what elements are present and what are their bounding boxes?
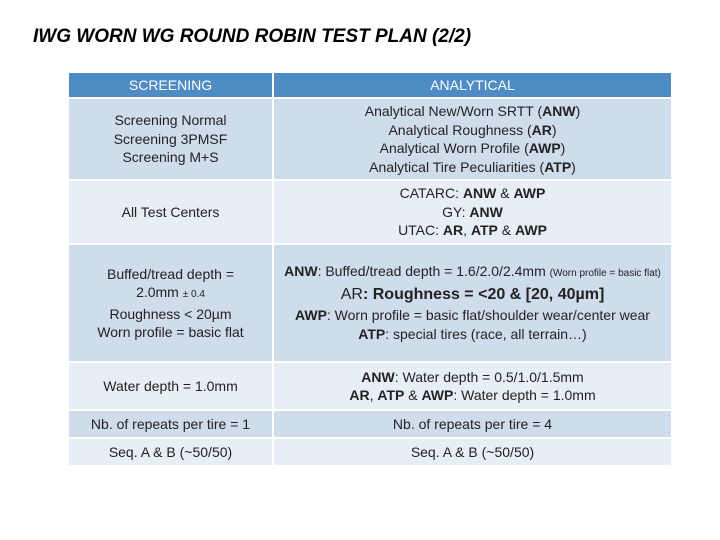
cell-test-centers: All Test Centers <box>68 180 273 244</box>
cell-line: Screening 3PMSF <box>113 130 228 147</box>
cell-screening-sequence: Seq. A & B (~50/50) <box>68 438 273 466</box>
table-row <box>68 244 672 362</box>
cell-screening-water-depth: Water depth = 1.0mm <box>68 362 273 410</box>
cell-line: Roughness < 20µm <box>109 305 232 322</box>
cell-line: AR, ATP & AWP: Water depth = 1.0mm <box>349 387 596 403</box>
table-row <box>68 362 672 410</box>
cell-line: ATP: special tires (race, all terrain…) <box>358 325 587 342</box>
cell-line: 2.0mm ± 0.4 <box>136 284 205 300</box>
cell-analytical-water-depth <box>273 362 672 410</box>
cell-screening-repeats: Nb. of repeats per tire = 1 <box>68 410 273 438</box>
cell-line: Analytical Tire Peculiarities (ATP) <box>369 158 576 175</box>
cell-screening-types <box>68 98 273 180</box>
cell-line: Analytical Roughness (AR) <box>388 121 557 138</box>
table-row <box>68 410 672 438</box>
cell-analytical-conditions <box>273 244 672 362</box>
table-row <box>68 438 672 466</box>
cell-line: Buffed/tread depth = <box>106 265 234 282</box>
cell-line: CATARC: ANW & AWP <box>399 185 546 202</box>
cell-line: UTAC: AR, ATP & AWP <box>398 222 547 239</box>
cell-line: Screening M+S <box>122 149 219 166</box>
cell-line: AWP: Worn profile = basic flat/shoulder wear/center wear <box>295 307 650 324</box>
cell-analytical-repeats: Nb. of repeats per tire = 4 <box>273 410 672 438</box>
cell-line: Worn profile = basic flat <box>97 324 244 340</box>
table-row <box>68 180 672 244</box>
cell-analytical-types <box>273 98 672 180</box>
page-title: IWG WORN WG ROUND ROBIN TEST PLAN (2/2) <box>33 26 472 47</box>
table-row <box>68 98 672 180</box>
cell-analytical-sequence: Seq. A & B (~50/50) <box>273 438 672 466</box>
cell-screening-conditions <box>68 244 273 362</box>
cell-line: ANW: Buffed/tread depth = 1.6/2.0/2.4mm (Worn profile = basic flat) <box>284 262 661 279</box>
cell-line: Screening Normal <box>114 112 227 129</box>
table-header-row <box>68 72 672 98</box>
cell-line: Analytical New/Worn SRTT (ANW) <box>364 103 581 119</box>
cell-line: GY: ANW <box>442 203 503 220</box>
cell-line: Analytical Worn Profile (AWP) <box>379 140 566 156</box>
cell-line: ANW: Water depth = 0.5/1.0/1.5mm <box>361 368 584 385</box>
test-plan-table <box>67 71 673 467</box>
header-analytical: ANALYTICAL <box>273 72 672 98</box>
cell-test-center-assignments <box>273 180 672 244</box>
header-screening: SCREENING <box>68 72 273 98</box>
cell-line: AR: Roughness = <20 & [20, 40µm] <box>340 285 605 303</box>
